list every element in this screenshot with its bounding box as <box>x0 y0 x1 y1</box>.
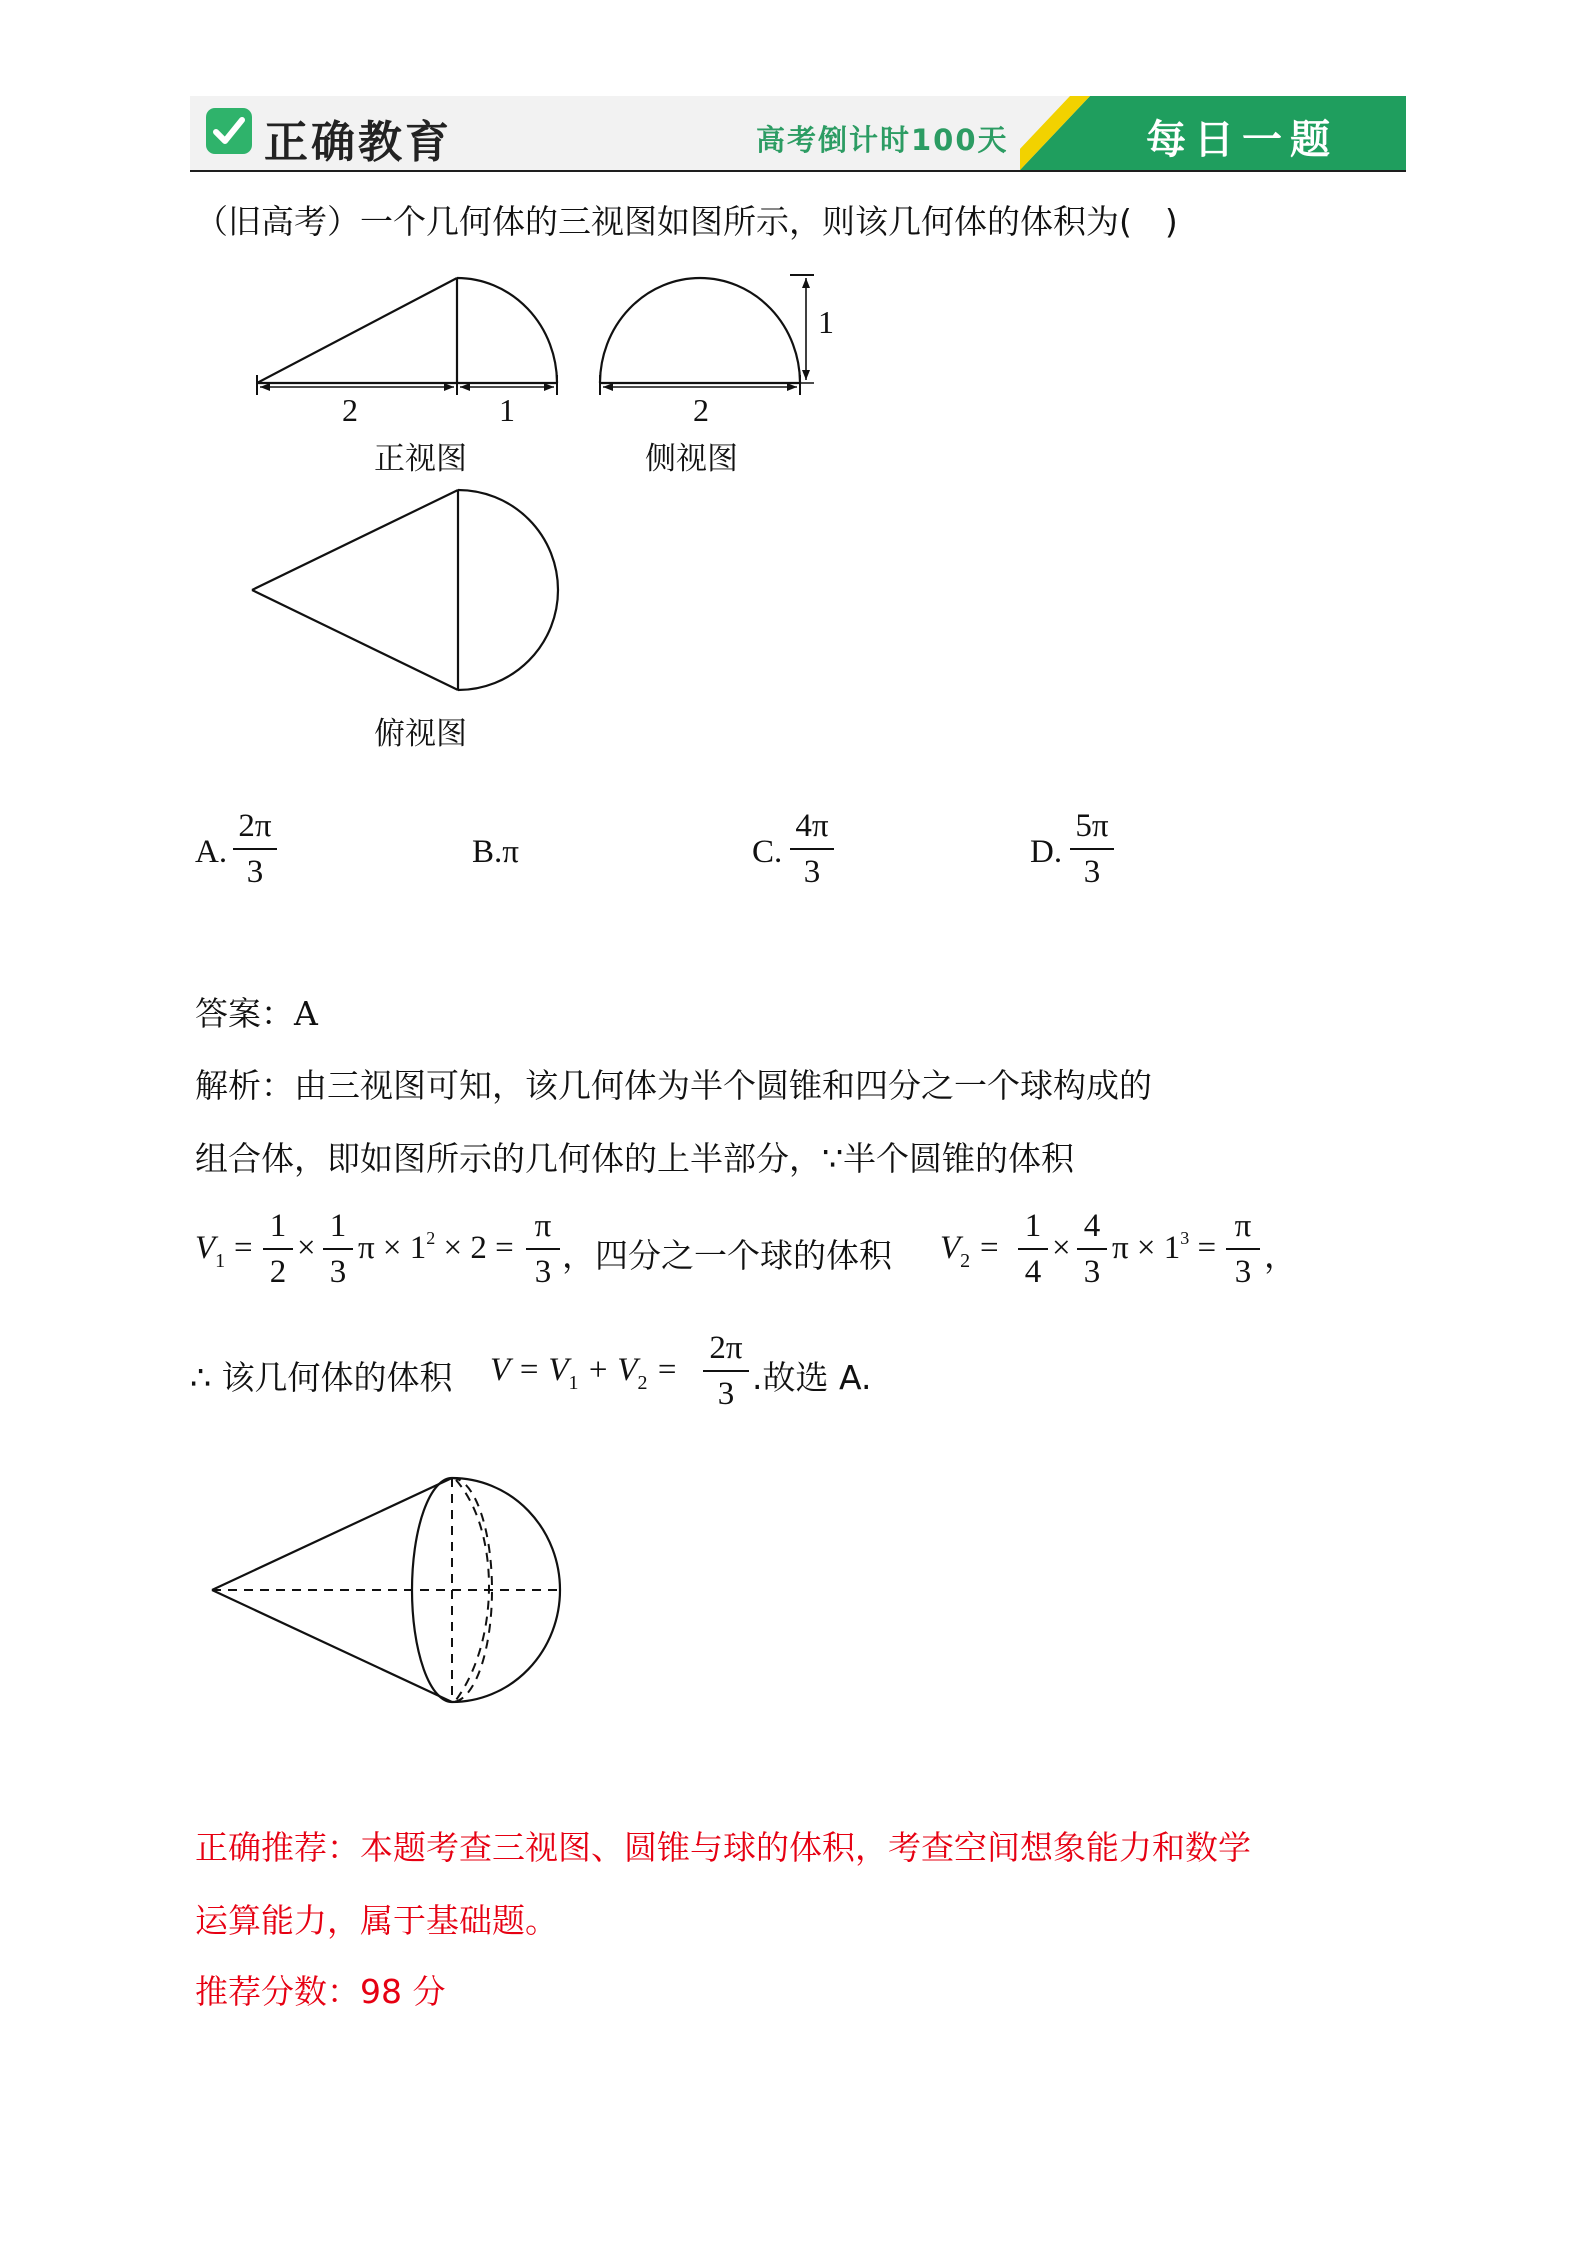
fraction-pi-third: π 3 <box>526 1206 560 1292</box>
side-view-label: 侧视图 <box>645 441 738 477</box>
option-a[interactable] <box>195 806 315 906</box>
option-c-numerator: 4π <box>795 808 829 844</box>
fraction-one-third: 1 3 <box>323 1206 353 1292</box>
times-sign: × <box>297 1230 316 1266</box>
comma: ， <box>1264 1239 1297 1275</box>
option-d[interactable] <box>1030 806 1150 906</box>
recommend-line-1: 正确推荐：本题考查三视图、圆锥与球的体积，考查空间想象能力和数学 <box>195 1828 1251 1867</box>
option-a-letter: A. <box>195 834 228 870</box>
answer-value: A <box>294 994 318 1033</box>
recommend-line-2: 运算能力，属于基础题。 <box>195 1901 558 1940</box>
side-view-diagram <box>590 265 850 400</box>
analysis-line-1: 解析：由三视图可知，该几何体为半个圆锥和四分之一个球构成的 <box>195 1066 1152 1105</box>
solid-figure-diagram <box>200 1470 580 1720</box>
header-banner <box>190 96 1406 172</box>
analysis-line-2: 组合体，即如图所示的几何体的上半部分，∵半个圆锥的体积 <box>195 1139 1074 1178</box>
front-dim-right: 1 <box>499 392 515 428</box>
v2-product: $\pi \times 1^3$ = <box>1112 1228 1217 1266</box>
front-dim-left: 2 <box>342 392 358 428</box>
fraction-pi-third: π 3 <box>1226 1206 1260 1292</box>
total-volume-expression: $V = V_1 + V_2$ = <box>490 1352 678 1394</box>
question-stem: （旧高考）一个几何体的三视图如图所示，则该几何体的体积为( ) <box>195 202 1178 241</box>
countdown-text: 高考倒计时100天 <box>756 123 1009 157</box>
conclusion-text: .故选 A. <box>752 1358 872 1397</box>
option-b-label: B.π <box>472 834 519 870</box>
fraction-bar <box>1070 848 1114 850</box>
option-c-denominator: 3 <box>803 854 821 890</box>
check-logo-icon <box>206 108 252 154</box>
recommend-score: 推荐分数：98 分 <box>195 1972 446 2011</box>
v1-text: ，四分之一个球的体积 <box>562 1236 892 1275</box>
front-view-label: 正视图 <box>374 441 467 477</box>
option-a-fraction <box>233 806 277 892</box>
side-dim-width: 2 <box>693 392 709 428</box>
option-c-fraction <box>790 806 834 892</box>
v2-symbol: $V_2$ <box>940 1230 971 1272</box>
option-d-fraction <box>1070 806 1114 892</box>
v1-product: $\pi \times 1^2 \times 2$ = <box>358 1228 514 1266</box>
equals-sign: = <box>980 1230 999 1266</box>
times-sign: × <box>1052 1230 1071 1266</box>
fraction-one-quarter: 1 4 <box>1018 1206 1048 1292</box>
v1-symbol: $V_1$ <box>195 1230 226 1272</box>
side-dim-height: 1 <box>818 304 834 340</box>
equals-sign: = <box>234 1230 253 1266</box>
option-a-numerator: 2π <box>238 808 272 844</box>
fraction-two-pi-third: 2π 3 <box>703 1328 749 1414</box>
fraction-bar <box>233 848 277 850</box>
daily-question-title: 每日一题 <box>1146 117 1338 163</box>
option-b[interactable] <box>472 806 572 906</box>
fraction-four-thirds: 4 3 <box>1077 1206 1107 1292</box>
top-view-label: 俯视图 <box>374 716 467 752</box>
front-view-diagram <box>240 265 580 400</box>
option-d-numerator: 5π <box>1075 808 1109 844</box>
option-c-letter: C. <box>752 834 783 870</box>
top-view-diagram <box>240 485 570 700</box>
fraction-one-half: 1 2 <box>263 1206 293 1292</box>
therefore-text: ∴ 该几何体的体积 <box>190 1358 453 1397</box>
answer-label: 答案： <box>195 994 294 1033</box>
option-c[interactable] <box>752 806 872 906</box>
fraction-bar <box>790 848 834 850</box>
option-d-denominator: 3 <box>1083 854 1101 890</box>
option-a-denominator: 3 <box>246 854 264 890</box>
brand-name: 正确教育 <box>264 117 452 168</box>
answer-line <box>195 988 318 1035</box>
option-d-letter: D. <box>1030 834 1063 870</box>
